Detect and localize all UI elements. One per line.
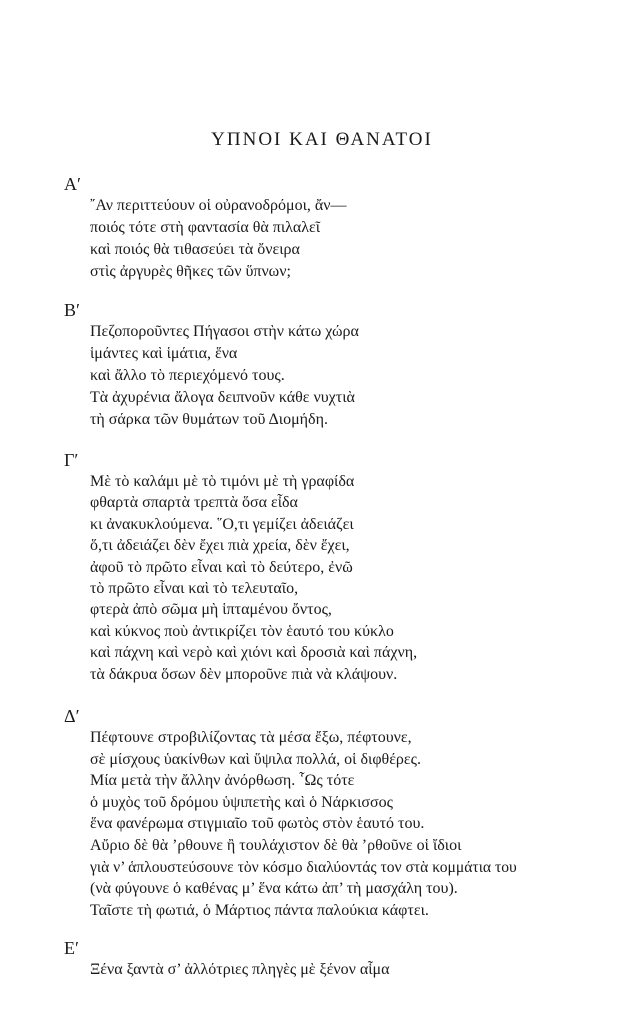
verse-line: στὶς ἀργυρὲς θῆκες τῶν ὕπνων; [90,263,291,280]
verse-line: ἀφοῦ τὸ πρῶτο εἶναι καὶ τὸ δεύτερο, ἐνῶ [90,558,353,576]
verse-line: καὶ κύκνος ποὺ ἀντικρίζει τὸν ἑαυτό του κύκλο [90,622,394,640]
section-heading: Δ′ [64,706,80,726]
verse-line: Μία μετὰ τὴν ἄλλην ἀνόρθωση. ῟Ως τότε [90,772,355,790]
stanza [90,959,624,981]
poem-title: ΥΠΝΟΙ ΚΑΙ ΘΑΝΑΤΟΙ [211,129,433,150]
stanza [90,727,624,921]
verse-line: Ταῖστε τὴ φωτιά, ὁ Μάρτιος πάντα παλούκια κάφτει. [90,901,429,919]
section-heading: Β′ [64,300,80,320]
verse-line: Μὲ τὸ καλάμι μὲ τὸ τιμόνι μὲ τὴ γραφίδα [90,473,355,490]
verse-line: Πέφτουνε στροβιλίζοντας τὰ μέσα ἔξω, πέφτουνε, [90,729,412,746]
section-heading: Γ′ [64,450,79,470]
verse-line: σὲ μίσχους ὑακίνθων καὶ ὕψιλα πολλά, οἱ διφθέρες. [90,750,421,768]
section-gamma [64,449,624,685]
verse-line: τὰ δάκρυα ὅσων δὲν μποροῦνε πιὰ νὰ κλάψουν. [90,665,398,683]
verse-line: ὁ μυχὸς τοῦ δρόμου ὑψιπετὴς καὶ ὁ Νάρκισσος [90,793,393,811]
section-alpha [64,173,624,283]
verse-line: ἕνα φανέρωμα στιγμιαῖο τοῦ φωτὸς στὸν ἑαυτό του. [90,815,425,833]
section-beta [64,299,624,431]
verse-line: τὴ σάρκα τῶν θυμάτων τοῦ Διομήδη. [90,411,328,428]
verse-line: ἱμάντες καὶ ἱμάτια, ἕνα [90,345,238,362]
verse-line: τὸ πρῶτο εἶναι καὶ τὸ τελευταῖο, [90,579,299,597]
verse-line: ῎Αν περιττεύουν οἱ οὐρανοδρόμοι, ἄν— [90,197,347,214]
verse-line: ποιός τότε στὴ φαντασία θὰ πιλαλεῖ [90,219,321,236]
section-heading: Ε′ [64,938,79,958]
verse-line: καὶ πάχνη καὶ νερὸ καὶ χιόνι καὶ δροσιὰ καὶ πάχνη, [90,644,418,662]
verse-line: (νὰ φύγουνε ὁ καθένας μ’ ἕνα κάτω ἀπ’ τὴ μασχάλη του). [90,880,458,898]
section-epsilon [64,937,624,981]
verse-line: Αὔριο δὲ θὰ ’ρθουνε ἢ τουλάχιστον δὲ θὰ ’ρθοῦνε οἱ ἴδιοι [90,836,462,854]
section-heading: Α′ [64,174,81,194]
verse-line: κι ἀνακυκλούμενα. ῞Ο,τι γεμίζει ἀδειάζει [90,515,354,533]
stanza [90,471,624,685]
verse-line: καὶ ἄλλο τὸ περιεχόμενό τους. [90,367,285,384]
stanza [90,321,624,431]
verse-line: φθαρτὰ σπαρτὰ τρεπτὰ ὅσα εἶδα [90,494,298,512]
verse-line: γιὰ ν’ ἁπλουστεύσουνε τὸν κόσμο διαλύοντάς τον στὰ κομμάτια του [90,858,517,876]
verse-line: Πεζοποροῦντες Πήγασοι στὴν κάτω χώρα [90,323,359,340]
verse-line: καὶ ποιός θὰ τιθασεύει τὰ ὄνειρα [90,241,300,258]
verse-line: φτερὰ ἀπὸ σῶμα μὴ ἱπταμένου ὄντος, [90,601,332,619]
verse-line: ὅ,τι ἀδειάζει δὲν ἔχει πιὰ χρεία, δὲν ἔχει, [90,537,350,555]
verse-line: Ξένα ξαντὰ σ’ ἀλλότριες πληγὲς μὲ ξένον αἷμα [90,961,390,978]
section-delta [64,705,624,921]
verse-line: Τὰ ἀχυρένια ἄλογα δειπνοῦν κάθε νυχτιὰ [90,389,355,406]
stanza [90,195,624,283]
